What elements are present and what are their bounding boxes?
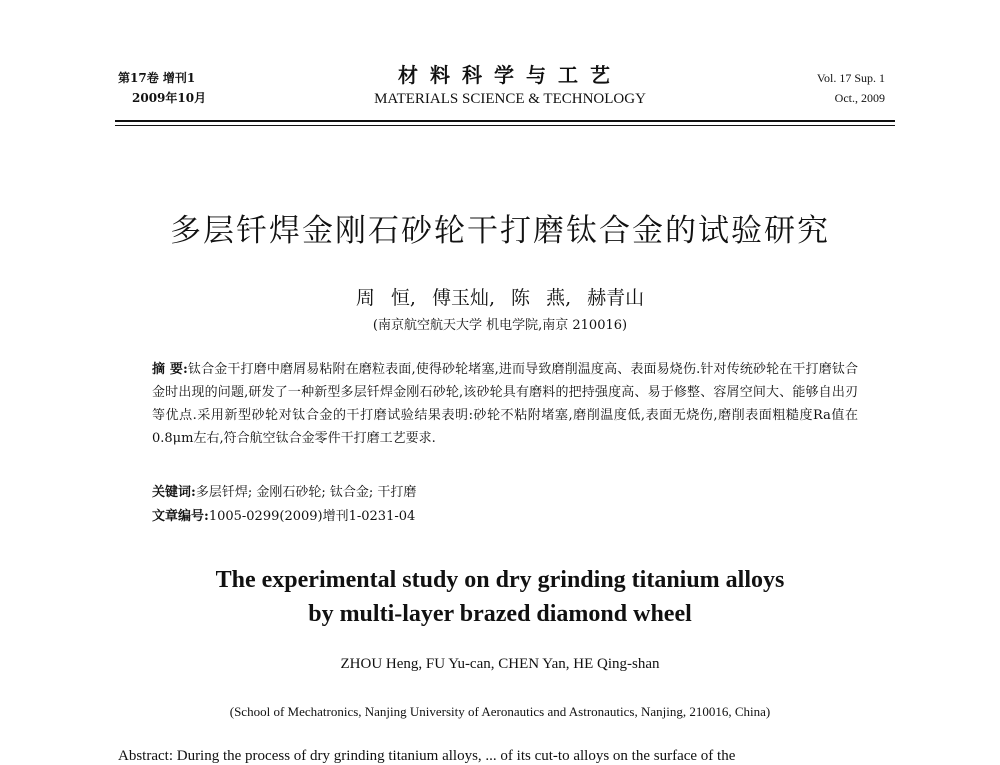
keywords-label: 关键词: [152, 485, 196, 500]
keywords-text: 多层钎焊; 金刚石砂轮; 钛合金; 干打磨 [195, 485, 417, 500]
date-cn: 2009年10月 [132, 91, 207, 105]
article-number-text: 1005-0299(2009)增刊1-0231-04 [208, 509, 416, 524]
journal-header [0, 62, 1000, 122]
article-number [152, 506, 415, 528]
abstract-cn [152, 358, 858, 450]
header-left [118, 68, 206, 108]
authors-en: ZHOU Heng, FU Yu-can, CHEN Yan, HE Qing-shan [340, 656, 660, 672]
date-en: Oct., 2009 [834, 91, 885, 105]
article-number-label: 文章编号: [152, 509, 209, 524]
journal-name-cn: 材料科学与工艺 [398, 63, 622, 87]
header-rule-thin [115, 125, 895, 126]
keywords [152, 482, 416, 504]
affiliation-en: (School of Mechatronics, Nanjing University of Aeronautics and Astronautics, Nanjing, 210016, China) [229, 704, 771, 719]
title-en-line1: The experimental study on dry grinding titanium alloys [215, 567, 785, 593]
header-right [817, 68, 885, 108]
header-center [300, 62, 720, 110]
journal-name-en: MATERIALS SCIENCE & TECHNOLOGY [374, 91, 646, 107]
title-en [0, 563, 1000, 631]
affiliation-cn: (南京航空航天大学 机电学院,南京 210016) [372, 318, 628, 333]
volume-en: Vol. 17 Sup. 1 [816, 71, 885, 85]
abstract-cn-label: 摘 要: [152, 362, 188, 377]
abstract-en-start: Abstract: During the process of dry grinding titanium alloys, ... of its cut-to alloys on the surface of the [118, 748, 736, 764]
header-rule-thick [115, 120, 895, 122]
title-en-line2: by multi-layer brazed diamond wheel [308, 601, 692, 627]
abstract-cn-text: 钛合金干打磨中磨屑易粘附在磨粒表面,使得砂轮堵塞,进而导致磨削温度高、表面易烧伤.针对传统砂轮在干打磨钛合金时出现的问题,研发了一种新型多层钎焊金刚石砂轮,该砂轮具有磨料的把持强度高、易于修整、容屑空间大、能够自出刃等优点.采用新型砂轮对钛合金的干打磨试验结果表明:砂轮不粘附堵塞,磨削温度低,表面无烧伤,磨削表面粗糙度Ra值在0.8μm左右,符合航空钛合金零件干打磨工艺要求. [152, 362, 859, 446]
authors-cn: 周 恒, 傅玉灿, 陈 燕, 赫青山 [355, 287, 645, 309]
volume-cn: 第17卷 增刊1 [118, 71, 196, 85]
title-cn: 多层钎焊金刚石砂轮干打磨钛合金的试验研究 [170, 213, 830, 249]
